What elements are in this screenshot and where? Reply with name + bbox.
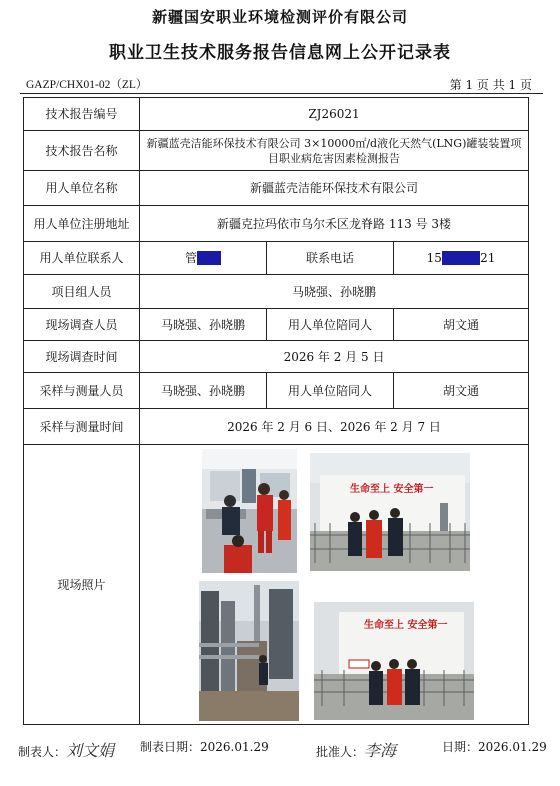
make-date-value: 2026.01.29 — [200, 740, 269, 754]
phone-label: 联系电话 — [267, 242, 394, 275]
approver-label: 批准人： — [316, 745, 365, 759]
phone-redaction: 00000 — [441, 251, 481, 265]
site-photo-safety-sign-2 — [314, 602, 474, 720]
row-contact — [24, 242, 529, 275]
sampling-time-value: 2026 年 2 月 6 日、2026 年 2 月 7 日 — [140, 409, 529, 445]
site-photo-indoor-office — [202, 449, 297, 573]
safety-sign-text-1: 生命至上 安全第一 — [350, 483, 434, 495]
phone-suffix: 21 — [480, 251, 496, 265]
record-table — [23, 97, 529, 725]
contact-value — [140, 242, 267, 275]
sampling-escort-label: 用人单位陪同人 — [267, 373, 394, 409]
team-value: 马晓强、孙晓鹏 — [140, 275, 529, 309]
row-photos — [24, 445, 529, 725]
row-sampling-staff — [24, 373, 529, 409]
phone-value — [394, 242, 529, 275]
approver-block — [316, 738, 396, 761]
maker-block — [18, 738, 114, 761]
header-divider — [20, 93, 543, 94]
site-photo-safety-sign-1 — [310, 453, 470, 571]
document-code: GAZP/CHX01-02（ZL） — [26, 79, 148, 91]
site-photo-equipment — [199, 581, 299, 721]
row-survey-time — [24, 341, 529, 373]
address-label: 用人单位注册地址 — [24, 206, 140, 242]
contact-label: 用人单位联系人 — [24, 242, 140, 275]
row-employer — [24, 171, 529, 206]
report-name-line2: 目职业病危害因素检测报告 — [268, 151, 400, 165]
approve-date-value: 2026.01.29 — [478, 740, 547, 754]
phone-prefix: 15 — [426, 251, 442, 265]
survey-escort-label: 用人单位陪同人 — [267, 309, 394, 341]
row-survey-staff — [24, 309, 529, 341]
page-info: 第 1 页 共 1 页 — [449, 78, 532, 92]
approve-date-block — [442, 738, 547, 755]
survey-time-label: 现场调查时间 — [24, 341, 140, 373]
survey-staff-value: 马晓强、孙晓鹏 — [140, 309, 267, 341]
row-report-name — [24, 131, 529, 171]
row-address — [24, 206, 529, 242]
safety-sign-text-2: 生命至上 安全第一 — [364, 619, 448, 631]
report-name-label: 技术报告名称 — [24, 131, 140, 171]
approver-signature: 李海 — [364, 741, 397, 760]
contact-redaction: 一一 — [197, 251, 222, 265]
sampling-staff-value: 马晓强、孙晓鹏 — [140, 373, 267, 409]
report-name-value — [140, 131, 529, 171]
row-team — [24, 275, 529, 309]
report-no-label: 技术报告编号 — [24, 98, 140, 131]
contact-prefix: 管 — [184, 251, 197, 265]
address-value: 新疆克拉玛依市乌尔禾区龙脊路 113 号 3楼 — [140, 206, 529, 242]
report-no-value: ZJ26021 — [140, 98, 529, 131]
approve-date-label: 日期： — [442, 740, 479, 754]
row-report-no — [24, 98, 529, 131]
sampling-staff-label: 采样与测量人员 — [24, 373, 140, 409]
survey-escort-value: 胡文通 — [394, 309, 529, 341]
organization-name: 新疆国安职业环境检测评价有限公司 — [151, 8, 408, 26]
photos-label: 现场照片 — [24, 445, 140, 725]
sampling-escort-value: 胡文通 — [394, 373, 529, 409]
photos-area — [140, 446, 528, 724]
photos-cell — [140, 445, 529, 725]
team-label: 项目组人员 — [24, 275, 140, 309]
make-date-block — [140, 738, 269, 755]
survey-staff-label: 现场调查人员 — [24, 309, 140, 341]
page-title: 职业卫生技术服务报告信息网上公开记录表 — [109, 43, 451, 63]
maker-label: 制表人： — [18, 745, 67, 759]
maker-signature: 刘文娟 — [66, 741, 115, 760]
survey-time-value: 2026 年 2 月 5 日 — [140, 341, 529, 373]
sampling-time-label: 采样与测量时间 — [24, 409, 140, 445]
make-date-label: 制表日期： — [140, 740, 201, 754]
row-sampling-time — [24, 409, 529, 445]
report-name-line1: 新疆蓝壳洁能环保技术有限公司 3×10000㎡/d液化天然气(LNG)罐装装置项 — [146, 136, 522, 150]
employer-value: 新疆蓝壳洁能环保技术有限公司 — [140, 171, 529, 206]
employer-label: 用人单位名称 — [24, 171, 140, 206]
